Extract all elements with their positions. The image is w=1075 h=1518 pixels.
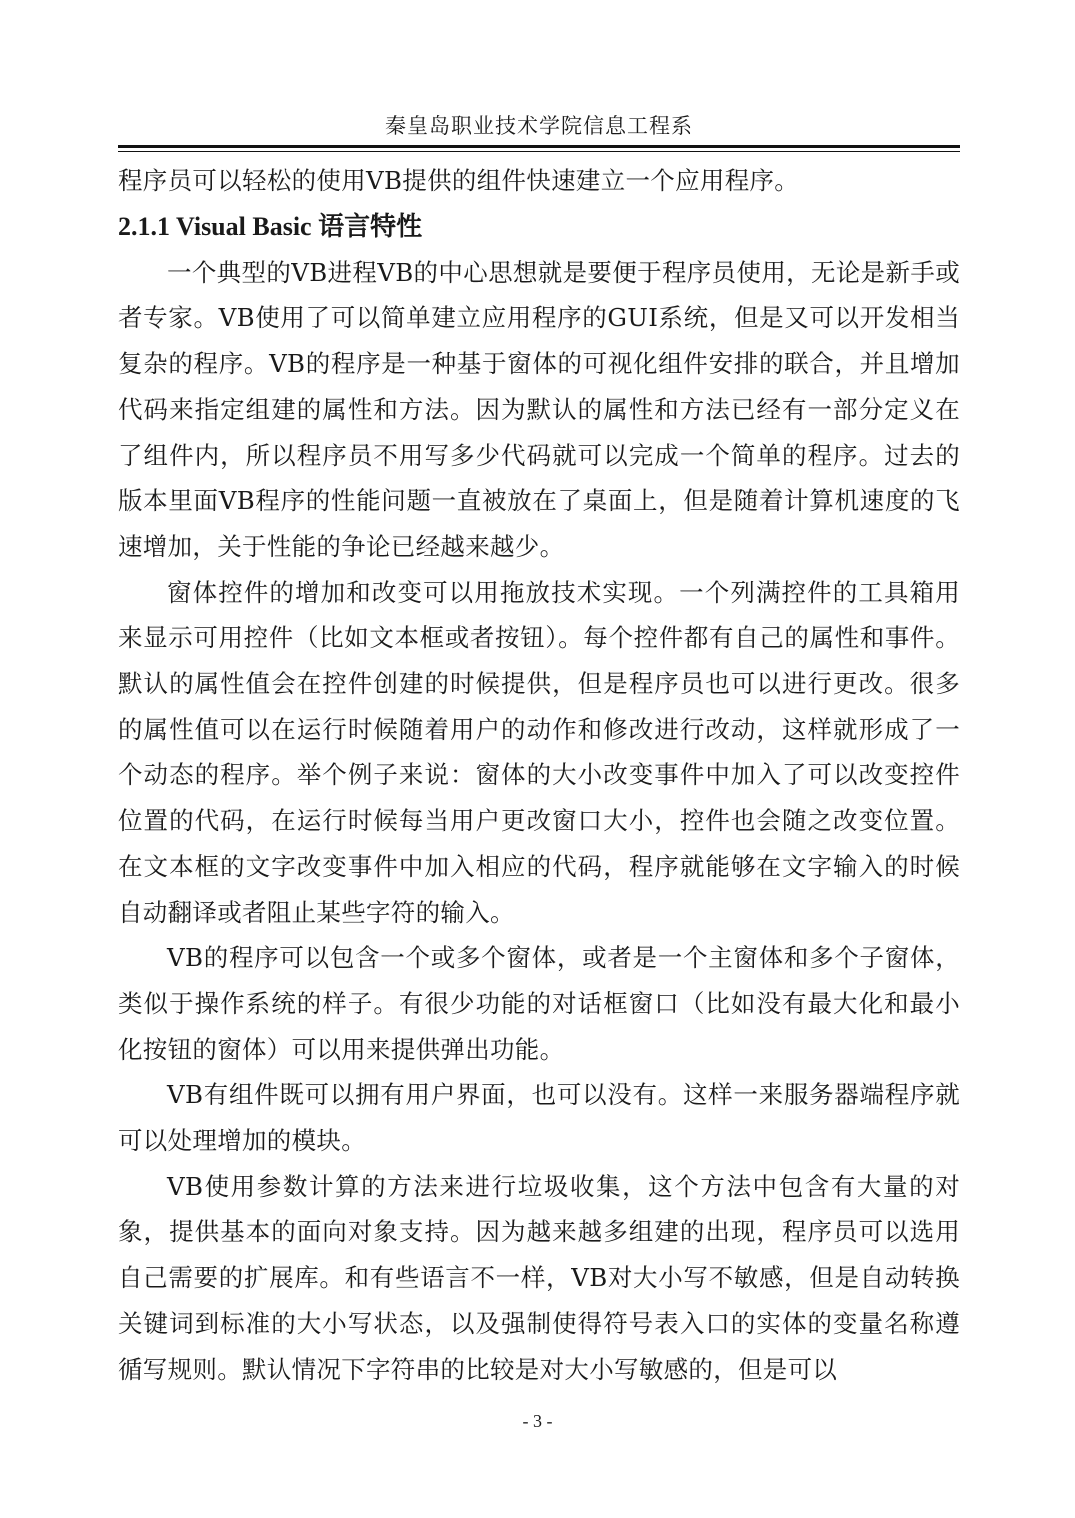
body-paragraph-4: VB有组件既可以拥有用户界面，也可以没有。这样一来服务器端程序就可以处理增加的模块。 [118, 1080, 960, 1156]
header-rule-thin [118, 151, 960, 152]
running-header: 秦皇岛职业技术学院信息工程系 [385, 114, 693, 138]
body-paragraph-5: VB使用参数计算的方法来进行垃圾收集，这个方法中包含有大量的对象，提供基本的面向对象支持。因为越来越多组建的出现，程序员可以选用自己需要的扩展库。和有些语言不一样，VB对大小写不敏感，但是自动转换关键词到标准的大小写状态，以及强制使得符号表入口的实体的变量名称遵循写规则。默认情况下字符串的比较是对大小写敏感的，但是可以 [118, 1171, 960, 1384]
body-paragraph-1: 一个典型的VB进程VB的中心思想就是要便于程序员使用，无论是新手或者专家。VB使用了可以简单建立应用程序的GUI系统，但是又可以开发相当复杂的程序。VB的程序是一种基于窗体的可视化组件安排的联合，并且增加代码来指定组建的属性和方法。因为默认的属性和方法已经有一部分定义在了组件内，所以程序员不用写多少代码就可以完成一个简单的程序。过去的版本里面VB程序的性能问题一直被放在了桌面上，但是随着计算机速度的飞速增加，关于性能的争论已经越来越少。 [118, 257, 960, 561]
section-heading: 2.1.1 Visual Basic 语言特性 [118, 211, 423, 241]
continued-paragraph: 程序员可以轻松的使用VB提供的组件快速建立一个应用程序。 [118, 166, 800, 195]
page-number: - 3 - [522, 1411, 553, 1431]
header-rule-thick [118, 145, 960, 148]
page-body [118, 158, 960, 1392]
body-paragraph-2: 窗体控件的增加和改变可以用拖放技术实现。一个列满控件的工具箱用来显示可用控件（比如文本框或者按钮）。每个控件都有自己的属性和事件。默认的属性值会在控件创建的时候提供，但是程序员也可以进行更改。很多的属性值可以在运行时候随着用户的动作和修改进行改动，这样就形成了一个动态的程序。举个例子来说：窗体的大小改变事件中加入了可以改变控件位置的代码，在运行时候每当用户更改窗口大小，控件也会随之改变位置。在文本框的文字改变事件中加入相应的代码，程序就能够在文字输入的时候自动翻译或者阻止某些字符的输入。 [118, 577, 960, 927]
body-paragraph-3: VB的程序可以包含一个或多个窗体，或者是一个主窗体和多个子窗体，类似于操作系统的样子。有很少功能的对话框窗口（比如没有最大化和最小化按钮的窗体）可以用来提供弹出功能。 [118, 943, 960, 1064]
